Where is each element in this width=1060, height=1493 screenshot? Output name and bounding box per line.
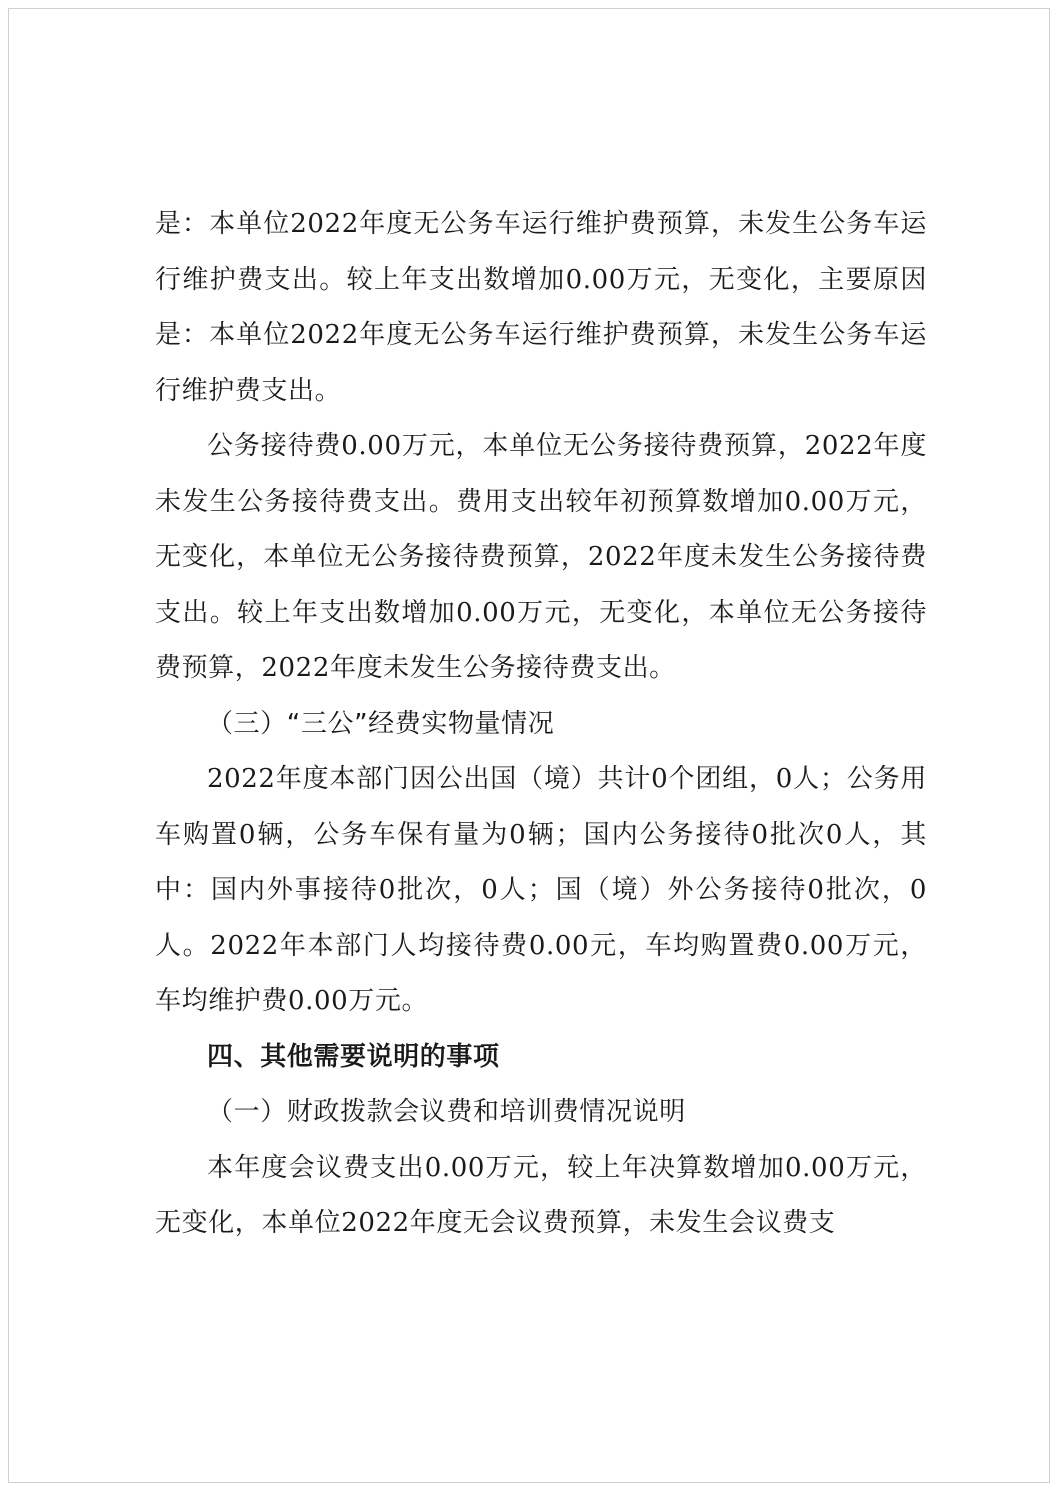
paragraph-reception-expense: 公务接待费0.00万元，本单位无公务接待费预算，2022年度未发生公务接待费支出。费用支出较年初预算数增加0.00万元，无变化，本单位无公务接待费预算，2022年度未发生公务接待费支出。较上年支出数增加0.00万元，无变化，本单位无公务接待费预算，2022年度未发生公务接待费支出。: [155, 431, 927, 683]
document-body: [155, 197, 927, 1252]
document-page: [8, 8, 1050, 1483]
heading-meeting-training: （一）财政拨款会议费和培训费情况说明: [207, 1097, 686, 1127]
paragraph-quantity-details: 2022年度本部门因公出国（境）共计0个团组，0人；公务用车购置0辆，公务车保有量为0辆；国内公务接待0批次0人，其中：国内外事接待0批次，0人；国（境）外公务接待0批次，0人。2022年本部门人均接待费0.00元，车均购置费0.00万元，车均维护费0.00万元。: [155, 764, 927, 1016]
heading-other-matters: 四、其他需要说明的事项: [207, 1041, 500, 1072]
heading-three-public-quantity: （三）“三公”经费实物量情况: [207, 708, 555, 739]
paragraph-vehicle-maintenance: 是：本单位2022年度无公务车运行维护费预算，未发生公务车运行维护费支出。较上年支出数增加0.00万元，无变化，主要原因是：本单位2022年度无公务车运行维护费预算，未发生公务车运行维护费支出。: [155, 209, 927, 406]
paragraph-meeting-expense: 本年度会议费支出0.00万元，较上年决算数增加0.00万元，无变化，本单位2022年度无会议费预算，未发生会议费支: [155, 1152, 927, 1238]
